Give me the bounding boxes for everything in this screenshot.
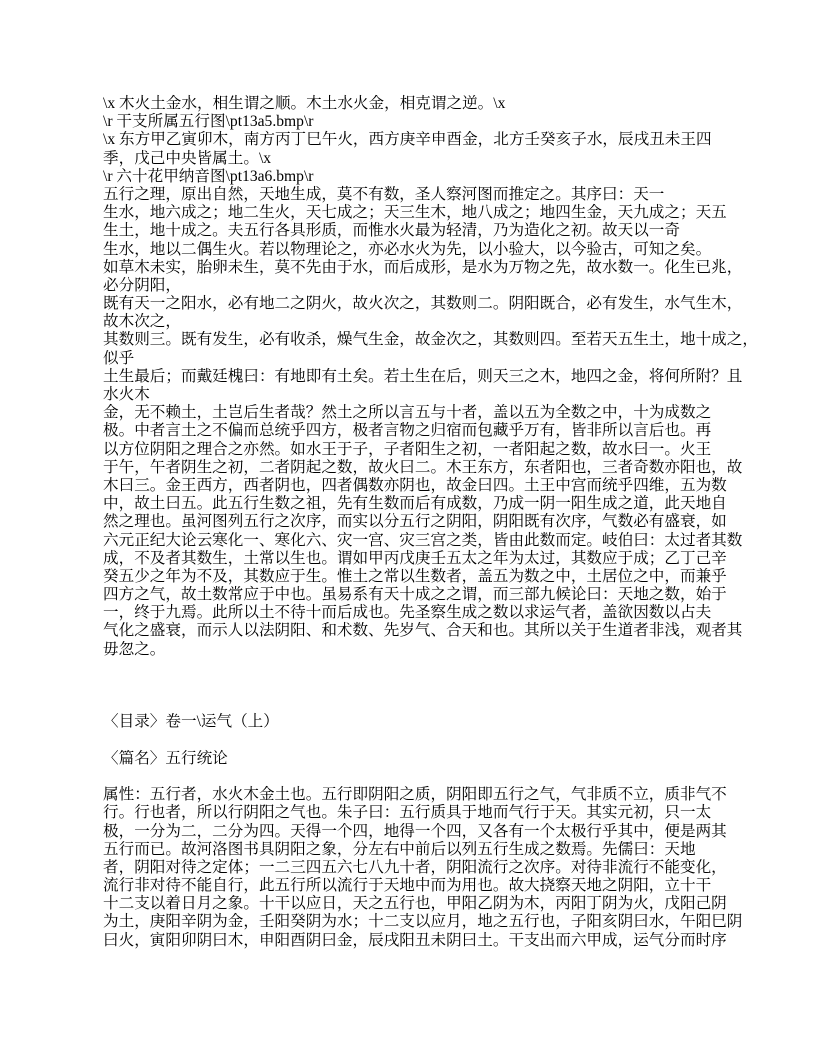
document-text-line: 生土，地十成之。夫五行各具形质，而惟水火最为轻清，乃为造化之初。故天以一奇 <box>103 222 680 240</box>
document-text-line: 行。行也者，所以行阴阳之气也。朱子曰：五行质具于地而气行于天。其实元初，只一太 <box>103 804 712 822</box>
document-text-line: 属性：五行者，水火木金土也。五行即阴阳之质，阴阳即五行之气，气非质不立，质非气不 <box>103 786 727 804</box>
document-text-line: 生水，地六成之；地二生火，天七成之；天三生木，地八成之；地四生金，天九成之；天五 <box>103 204 727 222</box>
document-text-line: 金，无不赖土，土岂后生者哉？然土之所以言五与十者，盖以五为全数之中，十为成数之 <box>103 404 712 422</box>
document-text-line: \x 木火土金水，相生谓之顺。木土水火金，相克谓之逆。\x <box>103 95 506 112</box>
document-text-line: 气化之盛衰，而示人以法阴阳、和术数、先岁气、合天和也。其所以关于生道者非浅，观者其 <box>103 622 743 640</box>
document-text-line: 毋忽之。 <box>103 640 166 658</box>
document-text-line: 五行之理，原出自然，天地生成，莫不有数，圣人察河图而推定之。其序曰：天一 <box>103 185 665 203</box>
document-text-line: \x 东方甲乙寅卯木，南方丙丁巳午火，西方庚辛申酉金，北方壬癸亥子水，辰戌丑未王四 <box>103 131 712 149</box>
document-text-line: 其数则三。既有发生，必有收杀，燥气生金，故金次之，其数则四。至若天五生土，地十成之， <box>103 331 758 349</box>
document-text-line: 〈目录〉卷一\运气（上） <box>103 713 279 731</box>
document-text-line: 〈篇名〉五行统论 <box>103 749 228 767</box>
document-text-line: 如草木未实，胎卵未生，莫不先由于水，而后成形，是水为万物之先，故水数一。化生已兆， <box>103 258 743 276</box>
document-text-line: \r 六十花甲纳音图\pt13a6.bmp\r <box>103 167 314 185</box>
document-text-line: 季，戊己中央皆属土。\x <box>103 149 272 167</box>
document-text-line: 土生最后；而戴廷槐曰：有地即有土矣。若土生在后，则天三之木，地四之金，将何所附？且 <box>103 367 743 385</box>
document-text-line: 故木次之， <box>103 313 181 331</box>
blank-line <box>103 677 763 695</box>
document-text-line: 中，故土曰五。此五行生数之祖，先有生数而后有成数，乃成一阴一阳生成之道，此天地自 <box>103 495 727 513</box>
document-text-line: 一，终于九焉。此所以土不待十而后成也。先圣察生成之数以求运气者，盖欲因数以占夫 <box>103 604 712 622</box>
document-text-line: 癸五少之年为不及，其数应于生。惟土之常以生数者，盖五为数之中，土居位之中，而兼乎 <box>103 567 727 585</box>
document-text-line: \r 干支所属五行图\pt13a5.bmp\r <box>103 113 314 131</box>
document-text-line: 以方位阴阳之理合之亦然。如水王于子，子者阳生之初，一者阳起之数，故水曰一。火王 <box>103 440 712 458</box>
document-text-line: 既有天一之阳水，必有地二之阴火，故火次之，其数则二。阴阳既合，必有发生，水气生木， <box>103 295 743 313</box>
document-text-line: 五行而已。故河洛图书具阴阳之象，分左右中前后以列五行生成之数焉。先儒曰：天地 <box>103 840 696 858</box>
document-text-line: 流行非对待不能自行，此五行所以流行于天地中而为用也。故大挠察天地之阴阳，立十干 <box>103 877 712 895</box>
blank-line <box>103 768 763 786</box>
document-text-line: 六元正纪大论云寒化一、寒化六、灾一宫、灾三宫之类，皆由此数而定。岐伯曰：太过者其数 <box>103 531 743 549</box>
document-text-line: 必分阴阳， <box>103 276 181 294</box>
document-text-line: 十二支以着日月之象。十干以应日，天之五行也，甲阳乙阴为木，丙阳丁阴为火，戊阳己阴 <box>103 895 727 913</box>
document-text-line: 成，不及者其数生，土常以生也。谓如甲丙戊庚壬五太之年为太过，其数应于成；乙丁己辛 <box>103 549 727 567</box>
document-text-line: 者，阴阳对待之定体；一二三四五六七八九十者，阴阳流行之次序。对待非流行不能变化， <box>103 858 727 876</box>
document-text-line: 于午，午者阴生之初，二者阴起之数，故火曰二。木王东方，东者阳也，三者奇数亦阳也，故 <box>103 458 743 476</box>
document-text-line: 木曰三。金王西方，西者阴也，四者偶数亦阴也，故金曰四。土王中宫而统乎四维，五为数 <box>103 476 727 494</box>
blank-line <box>103 659 763 677</box>
document-text-line: 似乎 <box>103 349 135 367</box>
document-text-line: 生水，地以二偶生火。若以物理论之，亦必水火为先，以小验大，以今验古，可知之矣。 <box>103 240 712 258</box>
blank-line <box>103 732 763 750</box>
document-text-line: 极，一分为二，二分为四。天得一个四，地得一个四，又各有一个太极行乎其中，便是两其 <box>103 822 727 840</box>
document-text-line: 曰火，寅阳卯阴曰木，申阳酉阴曰金，辰戌阳丑未阴曰土。干支出而六甲成，运气分而时序 <box>103 931 727 949</box>
document-text-block <box>103 95 763 950</box>
document-text-line: 为土，庚阳辛阴为金，壬阳癸阴为水；十二支以应月，地之五行也，子阳亥阴曰水，午阳巳阴 <box>103 913 743 931</box>
document-text-line: 极。中者言土之不偏而总统乎四方，极者言物之归宿而包藏乎万有，皆非所以言后也。再 <box>103 422 712 440</box>
document-text-line: 然之理也。虽河图列五行之次序，而实以分五行之阴阳，阴阳既有次序，气数必有盛衰，如 <box>103 513 727 531</box>
blank-line <box>103 695 763 713</box>
document-text-line: 水火木 <box>103 386 150 403</box>
document-text-line: 四方之气，故土数常应于中也。虽易系有天十成之之谓，而三部九候论曰：天地之数，始于 <box>103 586 727 604</box>
